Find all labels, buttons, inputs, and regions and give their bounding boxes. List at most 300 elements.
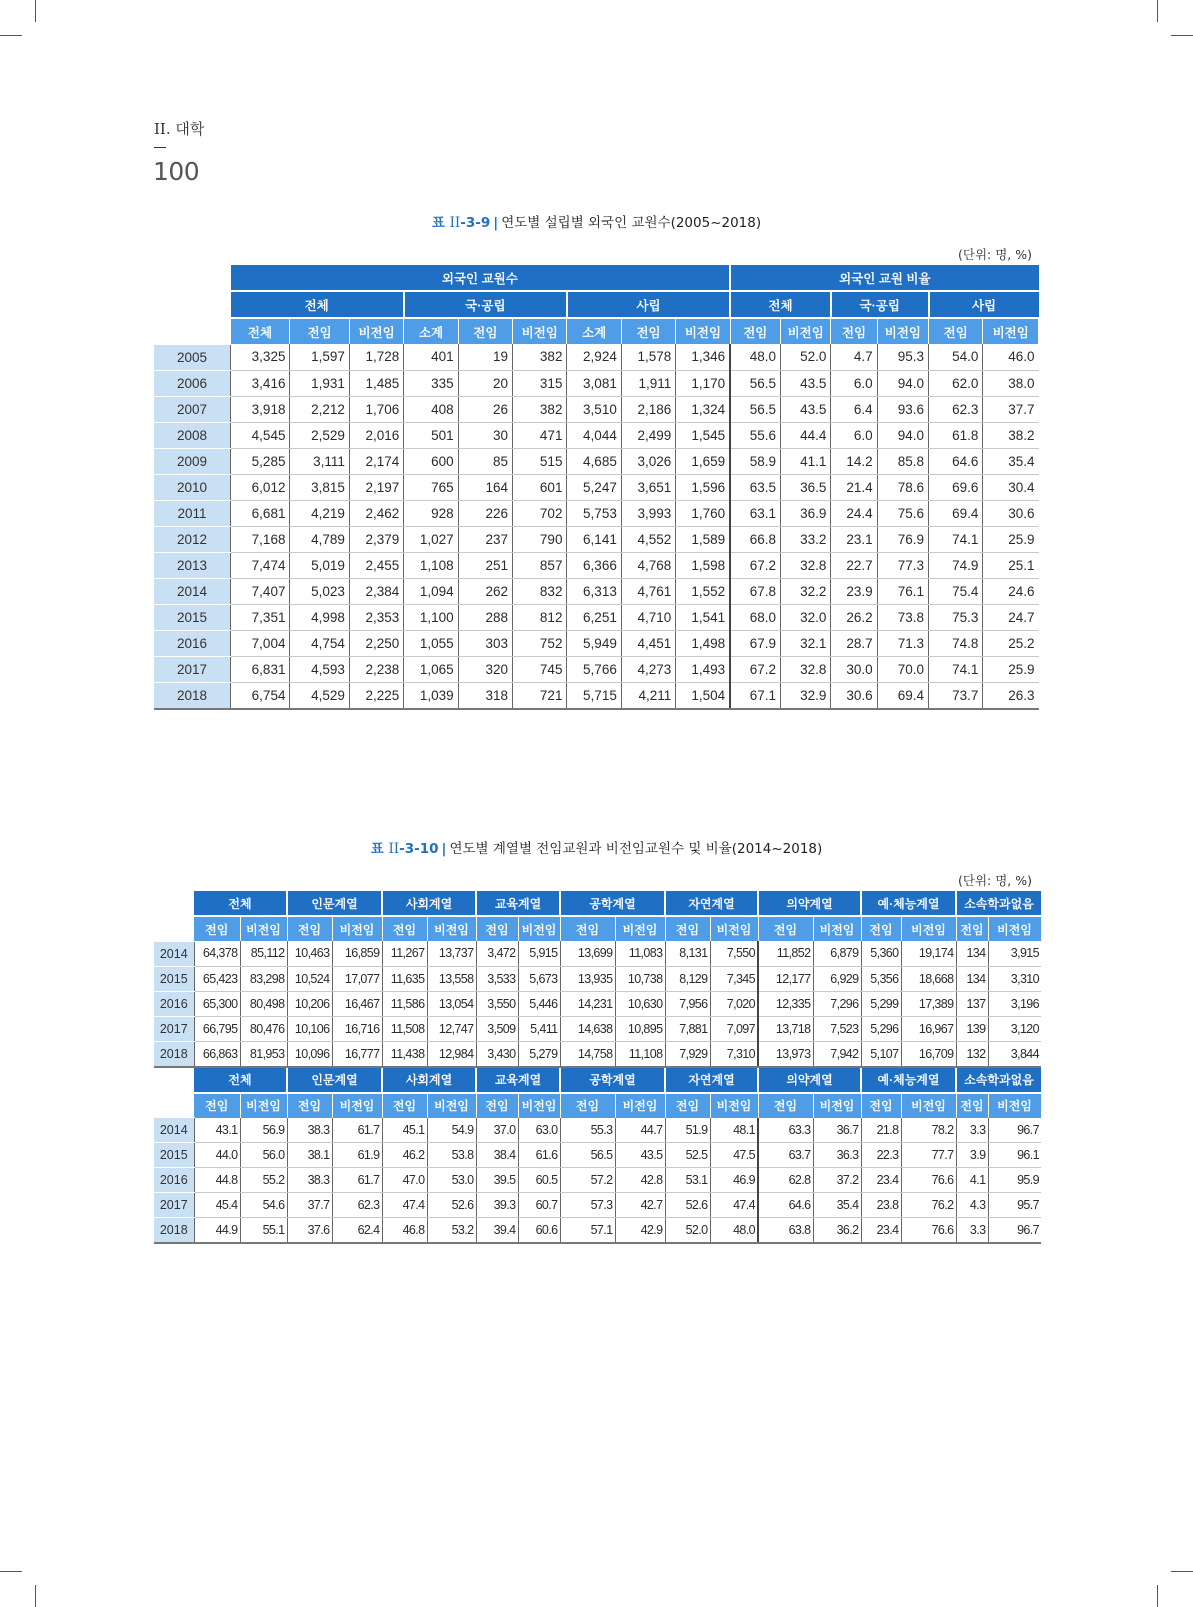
table-cell: 63.3 xyxy=(758,1118,813,1143)
table-cell: 56.5 xyxy=(730,396,780,422)
table2-label-num: -3-10 xyxy=(399,841,439,857)
table-row xyxy=(154,526,1039,552)
group-header-row xyxy=(154,1067,1041,1093)
group-header: 교육계열 xyxy=(476,891,560,916)
row-year: 2016 xyxy=(154,630,231,656)
table-cell: 4.1 xyxy=(956,1168,988,1193)
table-cell: 262 xyxy=(458,578,512,604)
table-cell: 3.3 xyxy=(956,1118,988,1143)
table-cell: 69.6 xyxy=(929,474,983,500)
column-header: 전임 xyxy=(665,916,710,941)
group-header: 전체 xyxy=(194,891,287,916)
table-row xyxy=(154,604,1039,630)
table-cell: 38.1 xyxy=(287,1143,332,1168)
table-cell: 77.7 xyxy=(901,1143,956,1168)
table-cell: 1,346 xyxy=(676,344,730,370)
table-cell: 74.8 xyxy=(929,630,983,656)
table-cell: 56.9 xyxy=(240,1118,287,1143)
column-header: 비전임 xyxy=(615,916,665,941)
table-cell: 6,141 xyxy=(567,526,621,552)
table-cell: 47.5 xyxy=(710,1143,758,1168)
table-cell: 812 xyxy=(513,604,567,630)
table-row xyxy=(154,1218,1041,1244)
sub-header: 전체 xyxy=(730,291,831,318)
table-cell: 6,366 xyxy=(567,552,621,578)
table-cell: 66.8 xyxy=(730,526,780,552)
table2-title: 연도별 계열별 전임교원과 비전임교원수 및 비율(2014~2018) xyxy=(449,841,823,857)
table-cell: 1,545 xyxy=(676,422,730,448)
table-row xyxy=(154,991,1041,1016)
table-cell: 1,100 xyxy=(404,604,458,630)
column-header: 비전임 xyxy=(988,1093,1041,1118)
table-cell: 1,324 xyxy=(676,396,730,422)
table-cell: 2,379 xyxy=(349,526,403,552)
table-cell: 318 xyxy=(458,682,512,709)
row-year: 2018 xyxy=(154,1041,194,1067)
table-cell: 39.4 xyxy=(476,1218,518,1244)
table-cell: 38.3 xyxy=(287,1168,332,1193)
group-header: 예·체능계열 xyxy=(861,891,956,916)
table-cell: 43.1 xyxy=(194,1118,240,1143)
table-cell: 56.5 xyxy=(730,370,780,396)
group-header: 의약계열 xyxy=(758,1067,861,1093)
table-row xyxy=(154,344,1039,370)
column-header: 비전임 xyxy=(427,1093,476,1118)
table-cell: 54.0 xyxy=(929,344,983,370)
table2-label xyxy=(371,841,439,857)
table-cell: 16,967 xyxy=(901,1016,956,1041)
table-cell: 55.1 xyxy=(240,1218,287,1244)
table-cell: 53.1 xyxy=(665,1168,710,1193)
table-cell: 38.0 xyxy=(983,370,1039,396)
table-cell: 23.1 xyxy=(831,526,877,552)
table-cell: 1,055 xyxy=(404,630,458,656)
header-corner xyxy=(154,265,231,291)
table-cell: 134 xyxy=(956,966,988,991)
row-year: 2015 xyxy=(154,604,231,630)
table-cell: 83,298 xyxy=(240,966,287,991)
table-cell: 96.7 xyxy=(988,1118,1041,1143)
column-header: 비전임 xyxy=(983,318,1039,344)
table-cell: 51.9 xyxy=(665,1118,710,1143)
table-cell: 4,552 xyxy=(621,526,675,552)
table-cell: 3,918 xyxy=(231,396,290,422)
group-header: 외국인 교원수 xyxy=(231,265,731,291)
column-header: 전임 xyxy=(458,318,512,344)
table-cell: 69.4 xyxy=(877,682,928,709)
table-cell: 10,206 xyxy=(287,991,332,1016)
table-cell: 44.7 xyxy=(615,1118,665,1143)
group-header: 소속학과없음 xyxy=(956,891,1041,916)
header-corner xyxy=(154,318,231,344)
table-cell: 515 xyxy=(513,448,567,474)
column-header: 전임 xyxy=(956,916,988,941)
caption-separator: | xyxy=(441,841,447,857)
table-cell: 36.3 xyxy=(813,1143,861,1168)
table-cell: 35.4 xyxy=(813,1193,861,1218)
table-cell: 10,524 xyxy=(287,966,332,991)
table-cell: 832 xyxy=(513,578,567,604)
table-cell: 36.2 xyxy=(813,1218,861,1244)
table-cell: 1,911 xyxy=(621,370,675,396)
table-row xyxy=(154,682,1039,709)
table2 xyxy=(154,891,1042,1244)
table-cell: 1,578 xyxy=(621,344,675,370)
table-cell: 1,598 xyxy=(676,552,730,578)
column-header: 전임 xyxy=(956,1093,988,1118)
table-cell: 69.4 xyxy=(929,500,983,526)
table-cell: 702 xyxy=(513,500,567,526)
table-cell: 10,106 xyxy=(287,1016,332,1041)
table-cell: 14,231 xyxy=(560,991,615,1016)
row-year: 2015 xyxy=(154,966,194,991)
table-cell: 56.5 xyxy=(560,1143,615,1168)
table-row xyxy=(154,500,1039,526)
table-cell: 36.9 xyxy=(781,500,831,526)
table-cell: 7,296 xyxy=(813,991,861,1016)
table-cell: 42.9 xyxy=(615,1218,665,1244)
table-cell: 11,635 xyxy=(382,966,427,991)
row-year: 2017 xyxy=(154,1193,194,1218)
table-cell: 94.0 xyxy=(877,422,928,448)
column-header: 전임 xyxy=(194,916,240,941)
table-cell: 63.5 xyxy=(730,474,780,500)
table-cell: 2,384 xyxy=(349,578,403,604)
table-cell: 2,455 xyxy=(349,552,403,578)
table-cell: 52.0 xyxy=(781,344,831,370)
table-cell: 14,758 xyxy=(560,1041,615,1067)
table-cell: 74.1 xyxy=(929,656,983,682)
column-header: 비전임 xyxy=(710,1093,758,1118)
table-cell: 10,738 xyxy=(615,966,665,991)
table-cell: 35.4 xyxy=(983,448,1039,474)
sub-header: 사립 xyxy=(929,291,1039,318)
table-cell: 1,498 xyxy=(676,630,730,656)
table-cell: 16,777 xyxy=(332,1041,382,1067)
table-cell: 2,250 xyxy=(349,630,403,656)
table-cell: 57.1 xyxy=(560,1218,615,1244)
table-cell: 33.2 xyxy=(781,526,831,552)
table-cell: 23.8 xyxy=(861,1193,901,1218)
table-cell: 14.2 xyxy=(831,448,877,474)
table-cell: 47.0 xyxy=(382,1168,427,1193)
header-corner xyxy=(154,1093,194,1118)
row-year: 2005 xyxy=(154,344,231,370)
table-cell: 3.3 xyxy=(956,1218,988,1244)
column-header: 비전임 xyxy=(513,318,567,344)
table-cell: 5,360 xyxy=(861,941,901,966)
table-cell: 3,196 xyxy=(988,991,1041,1016)
table-cell: 7,020 xyxy=(710,991,758,1016)
table-cell: 30.6 xyxy=(831,682,877,709)
table-cell: 36.7 xyxy=(813,1118,861,1143)
table-cell: 5,715 xyxy=(567,682,621,709)
table-cell: 62.4 xyxy=(332,1218,382,1244)
table-cell: 95.7 xyxy=(988,1193,1041,1218)
table-cell: 6,754 xyxy=(231,682,290,709)
row-year: 2009 xyxy=(154,448,231,474)
table-cell: 4,593 xyxy=(290,656,349,682)
column-header: 전임 xyxy=(194,1093,240,1118)
column-header: 소계 xyxy=(404,318,458,344)
column-header: 비전임 xyxy=(877,318,928,344)
table-cell: 1,541 xyxy=(676,604,730,630)
table-cell: 12,747 xyxy=(427,1016,476,1041)
crop-mark xyxy=(1157,0,1158,22)
table-cell: 46.9 xyxy=(710,1168,758,1193)
table-cell: 3,325 xyxy=(231,344,290,370)
table-cell: 64.6 xyxy=(758,1193,813,1218)
crop-mark xyxy=(35,1585,36,1607)
column-header: 전임 xyxy=(665,1093,710,1118)
table-cell: 44.4 xyxy=(781,422,831,448)
table-cell: 2,197 xyxy=(349,474,403,500)
row-year: 2011 xyxy=(154,500,231,526)
table-cell: 75.3 xyxy=(929,604,983,630)
table-cell: 7,097 xyxy=(710,1016,758,1041)
row-year: 2018 xyxy=(154,1218,194,1244)
row-year: 2013 xyxy=(154,552,231,578)
table-cell: 85 xyxy=(458,448,512,474)
row-year: 2008 xyxy=(154,422,231,448)
table-cell: 5,673 xyxy=(518,966,560,991)
table-cell: 19 xyxy=(458,344,512,370)
table-cell: 7,550 xyxy=(710,941,758,966)
table-cell: 10,096 xyxy=(287,1041,332,1067)
table-cell: 23.4 xyxy=(861,1168,901,1193)
table-cell: 55.2 xyxy=(240,1168,287,1193)
table-cell: 11,586 xyxy=(382,991,427,1016)
table-cell: 7,310 xyxy=(710,1041,758,1067)
table-cell: 2,225 xyxy=(349,682,403,709)
table-cell: 2,186 xyxy=(621,396,675,422)
table-cell: 16,467 xyxy=(332,991,382,1016)
table-cell: 7,407 xyxy=(231,578,290,604)
table-cell: 5,915 xyxy=(518,941,560,966)
table-cell: 5,446 xyxy=(518,991,560,1016)
column-header: 소계 xyxy=(567,318,621,344)
table-cell: 32.1 xyxy=(781,630,831,656)
table-cell: 57.3 xyxy=(560,1193,615,1218)
column-header: 비전임 xyxy=(349,318,403,344)
table-cell: 10,463 xyxy=(287,941,332,966)
table-cell: 93.6 xyxy=(877,396,928,422)
row-year: 2015 xyxy=(154,1143,194,1168)
chapter-title: 대학 xyxy=(175,120,205,138)
table-cell: 53.0 xyxy=(427,1168,476,1193)
table-cell: 52.6 xyxy=(427,1193,476,1218)
table-cell: 5,753 xyxy=(567,500,621,526)
table-cell: 43.5 xyxy=(781,396,831,422)
group-header: 사회계열 xyxy=(382,891,476,916)
table-row xyxy=(154,474,1039,500)
column-header: 전임 xyxy=(929,318,983,344)
table-cell: 63.7 xyxy=(758,1143,813,1168)
table-row xyxy=(154,578,1039,604)
table-cell: 3,993 xyxy=(621,500,675,526)
table-cell: 96.7 xyxy=(988,1218,1041,1244)
group-header: 사회계열 xyxy=(382,1067,476,1093)
table-cell: 315 xyxy=(513,370,567,396)
table-cell: 95.3 xyxy=(877,344,928,370)
table-cell: 4,545 xyxy=(231,422,290,448)
column-header: 전임 xyxy=(621,318,675,344)
table-cell: 17,077 xyxy=(332,966,382,991)
table-cell: 22.7 xyxy=(831,552,877,578)
table-cell: 58.9 xyxy=(730,448,780,474)
table-cell: 21.8 xyxy=(861,1118,901,1143)
table-cell: 26 xyxy=(458,396,512,422)
table-cell: 3,533 xyxy=(476,966,518,991)
table-cell: 600 xyxy=(404,448,458,474)
table-cell: 38.4 xyxy=(476,1143,518,1168)
table-cell: 13,699 xyxy=(560,941,615,966)
table-cell: 6,313 xyxy=(567,578,621,604)
table-cell: 48.0 xyxy=(730,344,780,370)
table-cell: 11,108 xyxy=(615,1041,665,1067)
table-cell: 5,107 xyxy=(861,1041,901,1067)
table-cell: 70.0 xyxy=(877,656,928,682)
table-cell: 65,300 xyxy=(194,991,240,1016)
crop-mark xyxy=(0,35,22,36)
caption-separator: | xyxy=(493,215,499,231)
column-header: 비전임 xyxy=(518,916,560,941)
table-cell: 30.6 xyxy=(983,500,1039,526)
table-cell: 61.7 xyxy=(332,1118,382,1143)
column-header: 비전임 xyxy=(813,916,861,941)
table-cell: 12,335 xyxy=(758,991,813,1016)
table-row xyxy=(154,396,1039,422)
table-cell: 85.8 xyxy=(877,448,928,474)
table-cell: 335 xyxy=(404,370,458,396)
page-number: 100 xyxy=(153,157,200,186)
row-year: 2014 xyxy=(154,1118,194,1143)
header-corner xyxy=(154,891,194,916)
sub-header: 국·공립 xyxy=(404,291,567,318)
table-cell: 32.0 xyxy=(781,604,831,630)
group-header-row xyxy=(154,891,1041,916)
table-cell: 4,451 xyxy=(621,630,675,656)
table-cell: 46.8 xyxy=(382,1218,427,1244)
table-cell: 46.0 xyxy=(983,344,1039,370)
row-year: 2007 xyxy=(154,396,231,422)
table-cell: 3,081 xyxy=(567,370,621,396)
table-cell: 3,111 xyxy=(290,448,349,474)
table-cell: 28.7 xyxy=(831,630,877,656)
column-header: 비전임 xyxy=(813,1093,861,1118)
table-cell: 7,004 xyxy=(231,630,290,656)
table-cell: 382 xyxy=(513,396,567,422)
column-header: 전임 xyxy=(861,916,901,941)
table-cell: 45.4 xyxy=(194,1193,240,1218)
table1-label-num: -3-9 xyxy=(460,215,491,231)
column-header: 비전임 xyxy=(710,916,758,941)
table-cell: 78.2 xyxy=(901,1118,956,1143)
column-header: 전임 xyxy=(730,318,780,344)
table-cell: 1,485 xyxy=(349,370,403,396)
row-year: 2006 xyxy=(154,370,231,396)
row-year: 2017 xyxy=(154,656,231,682)
group-header: 인문계열 xyxy=(287,1067,382,1093)
table-cell: 3,510 xyxy=(567,396,621,422)
table-cell: 3,026 xyxy=(621,448,675,474)
table-cell: 48.1 xyxy=(710,1118,758,1143)
table-cell: 303 xyxy=(458,630,512,656)
table-cell: 61.7 xyxy=(332,1168,382,1193)
table-cell: 55.6 xyxy=(730,422,780,448)
table-cell: 96.1 xyxy=(988,1143,1041,1168)
group-header: 자연계열 xyxy=(665,1067,758,1093)
table-cell: 7,168 xyxy=(231,526,290,552)
table-cell: 5,285 xyxy=(231,448,290,474)
table-cell: 5,019 xyxy=(290,552,349,578)
row-year: 2014 xyxy=(154,941,194,966)
column-header: 전임 xyxy=(476,916,518,941)
row-year: 2010 xyxy=(154,474,231,500)
table-cell: 6,012 xyxy=(231,474,290,500)
table-cell: 74.9 xyxy=(929,552,983,578)
table-row xyxy=(154,448,1039,474)
table-cell: 2,174 xyxy=(349,448,403,474)
table-cell: 5,766 xyxy=(567,656,621,682)
table-row xyxy=(154,1168,1041,1193)
table-cell: 237 xyxy=(458,526,512,552)
table-cell: 6,831 xyxy=(231,656,290,682)
table-cell: 66,863 xyxy=(194,1041,240,1067)
sub-header: 사립 xyxy=(567,291,730,318)
table-cell: 16,716 xyxy=(332,1016,382,1041)
table-cell: 57.2 xyxy=(560,1168,615,1193)
table-cell: 25.2 xyxy=(983,630,1039,656)
table-cell: 13,718 xyxy=(758,1016,813,1041)
table-cell: 67.1 xyxy=(730,682,780,709)
table1-title: 연도별 설립별 외국인 교원수(2005~2018) xyxy=(501,215,762,231)
table-cell: 4.3 xyxy=(956,1193,988,1218)
table-cell: 6.0 xyxy=(831,370,877,396)
table-cell: 76.9 xyxy=(877,526,928,552)
table-cell: 53.8 xyxy=(427,1143,476,1168)
table-cell: 54.9 xyxy=(427,1118,476,1143)
table-cell: 134 xyxy=(956,941,988,966)
table-cell: 76.6 xyxy=(901,1168,956,1193)
table-cell: 43.5 xyxy=(781,370,831,396)
table-cell: 13,737 xyxy=(427,941,476,966)
table-cell: 1,728 xyxy=(349,344,403,370)
table-cell: 13,054 xyxy=(427,991,476,1016)
group-header: 소속학과없음 xyxy=(956,1067,1041,1093)
table-cell: 4,529 xyxy=(290,682,349,709)
table-cell: 765 xyxy=(404,474,458,500)
group-header: 외국인 교원 비율 xyxy=(730,265,1038,291)
table-cell: 44.9 xyxy=(194,1218,240,1244)
table-cell: 41.1 xyxy=(781,448,831,474)
table-cell: 1,039 xyxy=(404,682,458,709)
column-header: 전임 xyxy=(560,1093,615,1118)
table-cell: 4,219 xyxy=(290,500,349,526)
table2-label-roman: II xyxy=(388,841,400,857)
table-cell: 3,844 xyxy=(988,1041,1041,1067)
table-cell: 36.5 xyxy=(781,474,831,500)
table-cell: 62.3 xyxy=(332,1193,382,1218)
table-cell: 11,508 xyxy=(382,1016,427,1041)
table-cell: 16,709 xyxy=(901,1041,956,1067)
table-cell: 73.7 xyxy=(929,682,983,709)
table-cell: 5,279 xyxy=(518,1041,560,1067)
table-cell: 6,251 xyxy=(567,604,621,630)
group-header: 전체 xyxy=(194,1067,287,1093)
table-cell: 80,498 xyxy=(240,991,287,1016)
group-header: 교육계열 xyxy=(476,1067,560,1093)
